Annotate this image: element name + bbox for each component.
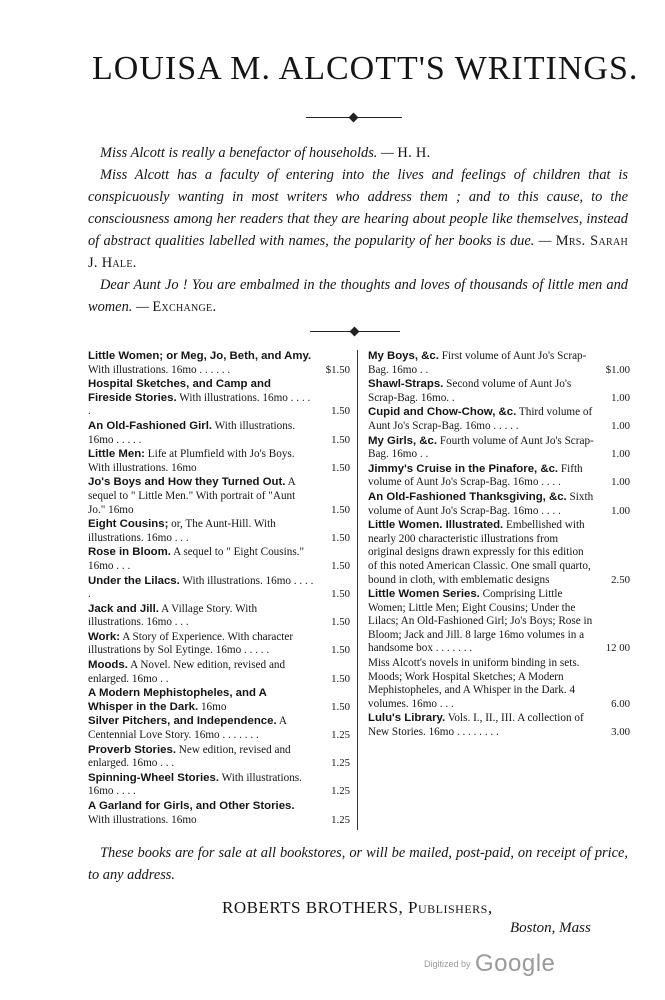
book-description-block — [88, 378, 314, 419]
book-title: Eight Cousins; — [88, 518, 169, 531]
testimonial-3 — [88, 274, 628, 318]
top-ornament — [306, 112, 402, 124]
book-price: 1.50 — [331, 503, 350, 516]
book-description-block — [88, 772, 314, 799]
testimonial-text: Miss Alcott is really a benefactor of households. — — [100, 145, 394, 161]
publisher-label: Publishers, — [408, 898, 493, 917]
testimonial-source: Mrs. Sarah J. Hale. — [88, 233, 628, 271]
book-title: A Modern Mephistopheles, and A Whisper in the Dark. — [88, 687, 267, 713]
book-title: Work: — [88, 630, 121, 643]
book-description-block — [368, 588, 594, 656]
book-description-block — [88, 448, 314, 475]
publisher-city: Boston, Mass — [510, 920, 591, 936]
book-entry — [368, 519, 630, 587]
book-entry — [88, 772, 350, 799]
book-description-block — [368, 712, 594, 739]
testimonials — [88, 142, 628, 318]
page-title: LOUISA M. ALCOTT'S WRITINGS. — [92, 50, 639, 87]
book-price: 1.00 — [611, 391, 630, 404]
book-description-block — [88, 715, 314, 742]
book-price: 1.50 — [331, 405, 350, 418]
book-title: Proverb Stories. — [88, 743, 176, 756]
book-price: 3.00 — [611, 726, 630, 739]
book-entry — [368, 712, 630, 739]
book-price: $1.50 — [325, 363, 350, 376]
book-price: 1.50 — [331, 588, 350, 601]
book-title: Hospital Sketches, and Camp and Fireside Stories. — [88, 378, 271, 404]
book-title: Little Women; or Meg, Jo, Beth, and Amy. — [88, 350, 312, 362]
book-description: With illustrations. 16mo . . . . . . — [88, 363, 231, 376]
book-entry — [88, 378, 350, 419]
book-price: 1.25 — [331, 813, 350, 826]
book-title: Spinning-Wheel Stories. — [88, 771, 219, 784]
book-entry — [88, 546, 350, 573]
book-description: With illustrations. 16mo . . . . . — [88, 419, 296, 446]
book-description: With illustrations. 16mo . . . . . — [88, 574, 314, 601]
book-entry — [88, 448, 350, 475]
book-entry — [88, 420, 350, 447]
book-description: Fourth volume of Aunt Jo's Scrap-Bag. 16mo . . — [368, 434, 594, 461]
book-description-block — [88, 659, 314, 686]
book-title: Little Women. Illustrated. — [368, 519, 504, 532]
ordering-note: These books are for sale at all bookstores, or will be mailed, post-paid, on receipt of price, to any address. — [88, 845, 628, 883]
book-price: 1.00 — [611, 476, 630, 489]
book-description: A sequel to " Little Men." With portrait of "Aunt Jo." 16mo — [88, 476, 296, 516]
book-description-block — [88, 350, 314, 377]
book-entry — [368, 657, 630, 711]
book-title: Lulu's Library. — [368, 712, 446, 725]
book-description: A Novel. New edition, revised and enlarged. 16mo . . — [88, 659, 286, 685]
book-description-block — [88, 518, 314, 545]
book-entry — [88, 659, 350, 686]
book-title: Little Men: — [88, 448, 145, 461]
book-title: A Garland for Girls, and Other Stories. — [88, 800, 295, 812]
book-description-block — [88, 631, 314, 658]
book-entry — [88, 575, 350, 602]
book-entry — [368, 378, 630, 405]
book-entry — [368, 350, 630, 377]
book-title: My Boys, &c. — [368, 350, 439, 362]
book-entry — [368, 588, 630, 656]
book-description: Second volume of Aunt Jo's Scrap-Bag. 16mo. . — [368, 378, 572, 404]
book-description-block — [368, 406, 594, 433]
book-description: Fifth volume of Aunt Jo's Scrap-Bag. 16mo . . . . — [368, 462, 583, 489]
book-description: Comprising Little Women; Little Men; Eight Cousins; Under the Lilacs; An Old-Fashioned Girl; Jo's Boys; Rose in Bloom; Jack and Jill. 8 large 16mo volumes in a handsome box . . . . . . . — [368, 588, 593, 655]
book-price: 12 00 — [605, 642, 630, 655]
book-list-right — [368, 350, 630, 741]
book-price: 1.50 — [331, 700, 350, 713]
book-title: My Girls, &c. — [368, 434, 438, 447]
book-entry — [88, 715, 350, 742]
digitized-watermark — [424, 950, 555, 978]
book-entry — [88, 800, 350, 827]
testimonial-text: Miss Alcott has a faculty of entering into the lives and feelings of children that is conspicuously wanting in most writers who address them ; and to this cause, to the consciousness among her readers that they are hearing about people like themselves, instead of abstract qualities labelled with names, the popularity of her books is due. — — [88, 167, 628, 249]
book-price: $1.00 — [605, 363, 630, 376]
book-description: With illustrations. 16mo — [88, 813, 197, 826]
book-title: Silver Pitchers, and Independence. — [88, 715, 277, 728]
book-entry — [368, 406, 630, 433]
google-wordmark: Google — [474, 950, 556, 977]
book-entry — [88, 476, 350, 517]
book-title: Cupid and Chow-Chow, &c. — [368, 406, 517, 419]
book-entry — [368, 491, 630, 518]
book-title: An Old-Fashioned Thanksgiving, &c. — [368, 490, 567, 503]
book-description: A Centennial Love Story. 16mo . . . . . . . — [88, 715, 287, 742]
book-description: A Story of Experience. With character illustrations by Sol Eytinge. 16mo . . . . . — [88, 630, 294, 657]
book-title: Under the Lilacs. — [88, 574, 180, 587]
book-entry — [88, 603, 350, 630]
book-price: 1.25 — [331, 729, 350, 742]
book-price: 1.50 — [331, 461, 350, 474]
book-description-block — [368, 657, 594, 711]
book-price: 1.50 — [331, 644, 350, 657]
book-price: 6.00 — [611, 697, 630, 710]
book-description-block — [368, 519, 594, 587]
book-description: Life at Plumfield with Jo's Boys. With illustrations. 16mo — [88, 448, 295, 474]
book-description: Third volume of Aunt Jo's Scrap-Bag. 16mo . . . . . — [368, 406, 593, 432]
book-description-block — [368, 435, 594, 462]
column-divider — [357, 350, 358, 830]
book-title: An Old-Fashioned Girl. — [88, 419, 213, 432]
book-description-block — [88, 575, 314, 602]
book-description-block — [88, 800, 314, 827]
book-entry — [368, 435, 630, 462]
testimonial-2 — [88, 164, 628, 274]
book-title: Little Women Series. — [368, 588, 480, 601]
book-title: Jimmy's Cruise in the Pinafore, &c. — [368, 462, 559, 475]
book-price: 1.50 — [331, 616, 350, 629]
diamond-icon — [350, 327, 360, 337]
book-description-block — [88, 476, 314, 517]
book-price: 1.50 — [331, 433, 350, 446]
book-description: or, The Aunt-Hill. With illustrations. 16mo . . . — [88, 518, 276, 544]
book-price: 1.00 — [611, 419, 630, 432]
book-price: 2.50 — [611, 573, 630, 586]
book-price: 1.25 — [331, 785, 350, 798]
book-entry — [88, 687, 350, 714]
book-entry — [88, 744, 350, 771]
book-description: Sixth volume of Aunt Jo's Scrap-Bag. 16mo . . . . — [368, 490, 594, 517]
book-description: Miss Alcott's novels in uniform binding in sets. Moods; Work Hospital Sketches; A Modern Mephistopheles, and A Whisper in the Dark. 4 volumes. 16mo . . . — [368, 657, 580, 710]
book-price: 1.25 — [331, 757, 350, 770]
testimonial-source: H. H. — [397, 145, 431, 161]
digitized-prefix: Digitized by — [424, 959, 471, 969]
book-description: A sequel to " Eight Cousins." 16mo . . . — [88, 546, 305, 572]
testimonial-source: Exchange. — [152, 299, 217, 315]
book-price: 1.50 — [331, 531, 350, 544]
book-description-block — [88, 687, 314, 714]
publisher-name: ROBERTS BROTHERS, — [222, 898, 404, 917]
testimonial-text: Dear Aunt Jo ! You are embalmed in the thoughts and loves of thousands of little men and women. — — [88, 277, 628, 315]
book-description: New edition, revised and enlarged. 16mo . . . — [88, 743, 291, 770]
book-entry — [88, 631, 350, 658]
book-entry — [368, 463, 630, 490]
book-description-block — [88, 546, 314, 573]
book-title: Jo's Boys and How they Turned Out. — [88, 476, 286, 489]
book-description-block — [368, 350, 594, 377]
book-description: Embellished with nearly 200 characteristic illustrations from original designs drawn expressly for this edition of this noted American Classic. One small quarto, bound in cloth, with emblematic designs — [368, 519, 591, 586]
book-price: 1.50 — [331, 559, 350, 572]
book-price: 1.00 — [611, 504, 630, 517]
book-list-left — [88, 350, 350, 828]
book-description-block — [88, 744, 314, 771]
book-entry — [88, 518, 350, 545]
diamond-icon — [349, 113, 359, 123]
book-description-block — [88, 420, 314, 447]
book-description-block — [368, 378, 594, 405]
book-title: Jack and Jill. — [88, 602, 159, 615]
book-description-block — [368, 491, 594, 518]
book-price: 1.50 — [331, 672, 350, 685]
book-description-block — [88, 603, 314, 630]
book-description-block — [368, 463, 594, 490]
publisher-imprint — [222, 898, 493, 918]
book-title: Shawl-Straps. — [368, 378, 444, 391]
book-description: First volume of Aunt Jo's Scrap-Bag. 16mo . . — [368, 350, 587, 376]
book-description: With illustrations. 16mo . . . . . — [88, 391, 311, 418]
book-price: 1.00 — [611, 448, 630, 461]
book-title: Rose in Bloom. — [88, 546, 171, 559]
middle-ornament — [310, 326, 400, 338]
testimonial-1 — [88, 142, 628, 164]
book-title: Moods. — [88, 659, 128, 672]
book-description: 16mo — [200, 700, 227, 713]
book-description: A Village Story. With illustrations. 16mo . . . — [88, 602, 258, 629]
book-description: Vols. I., II., III. A collection of New Stories. 16mo . . . . . . . . — [368, 712, 584, 739]
book-description: With illustrations. 16mo . . . . — [88, 771, 302, 798]
book-entry — [88, 350, 350, 377]
